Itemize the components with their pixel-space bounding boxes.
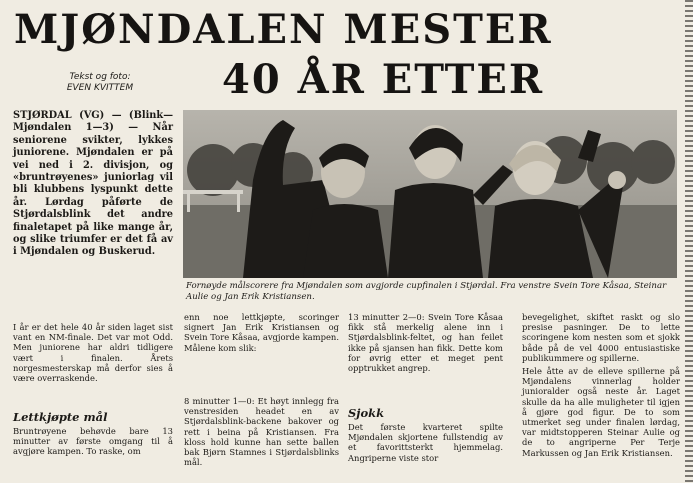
headline-line-1: MJØNDALEN MESTER (14, 6, 553, 53)
column-3-text-b: Det første kvarteret spilte Mjøndalen skjortene fullstendig av et favorittsterkt hjemmelag. Angriperne viste stor (348, 422, 503, 463)
photo-caption: Fornøyde målscorere fra Mjøndalen som avgjorde cupfinalen i Stjørdal. Fra venstre Svein Tore Kåsaa, Steinar Aulie og Jan Erik Kristiansen. (186, 281, 667, 302)
column-4-text-a: bevegelighet, skiftet raskt og slo presise pasninger. De to lette scoringene kom nesten som et sjokk både på de vel 4000 entusiastiske publikummere og spillerne. (522, 312, 680, 363)
credit-name: EVEN KVITTEM (66, 83, 134, 93)
column-1-text-a: I år er det hele 40 år siden laget sist vant en NM-finale. Det var mot Odd. Men juniorene har aldri tidligere vært i finalen. Årets norgesmesterskap må derfor sies å være overraskende. (13, 322, 173, 384)
column-1-text-b: Bruntrøyene behøvde bare 13 minutter av første omgang til å avgjøre kampen. To raske, om (13, 426, 173, 457)
credit-label: Tekst og foto: (69, 72, 131, 82)
photo-credit (60, 72, 140, 94)
page-edge (685, 0, 693, 483)
column-2-text-b: 8 minutter 1—0: Et høyt innlegg fra venstresiden headet en av Stjørdalsblink-backene bakover og rett i beina på Kristiansen. Fra kloss hold kunne han sette ballen bak Bjørn Stamnes i Stjørdalsblinks mål. (184, 396, 339, 468)
column-4-text-b: Hele åtte av de elleve spillerne på Mjøndalens vinnerlag holder junioralder også neste år. Laget skulle da ha alle muligheter til igjen å gjøre god figur. De to som utmerket seg under finalen lørdag, var midtstopperen Steinar Aulie og de to angriperne Per Terje Markussen og Jan Erik Kristiansen. (522, 366, 680, 458)
subheading-sjokk: Sjokk (348, 406, 385, 420)
headline-line-2: 40 ÅR ETTER (222, 56, 545, 103)
lead-paragraph: STJØRDAL (VG) — (Blink—Mjøndalen 1—3) — Når seniorene svikter, lykkes juniorene. Mjøndalen er på vei ned i 2. divisjon, og «bruntrøyenes» juniorlag vil bli klubbens lyspunkt dette år. Lørdag påførte de Stjørdalsblink det andre finaletapet på like mange år, og slike triumfer er det få av i Mjøndalen og Buskerud. (13, 110, 173, 258)
team-photo (183, 110, 677, 278)
column-3-text-a: 13 minutter 2—0: Svein Tore Kåsaa fikk stå merkelig alene inn i Stjørdalsblink-feltet, og han feilet ikke på sjansen han fikk. Dette kom for øvrig etter et meget pent opptrukket angrep. (348, 312, 503, 374)
subheading-lettkjopte: Lettkjøpte mål (13, 410, 108, 424)
team-photo-illustration (183, 110, 677, 278)
column-2-text-a: enn noe lettkjøpte, scoringer signert Jan Erik Kristiansen og Svein Tore Kåsaa, avgjorde kampen. Målene kom slik: (184, 312, 339, 353)
